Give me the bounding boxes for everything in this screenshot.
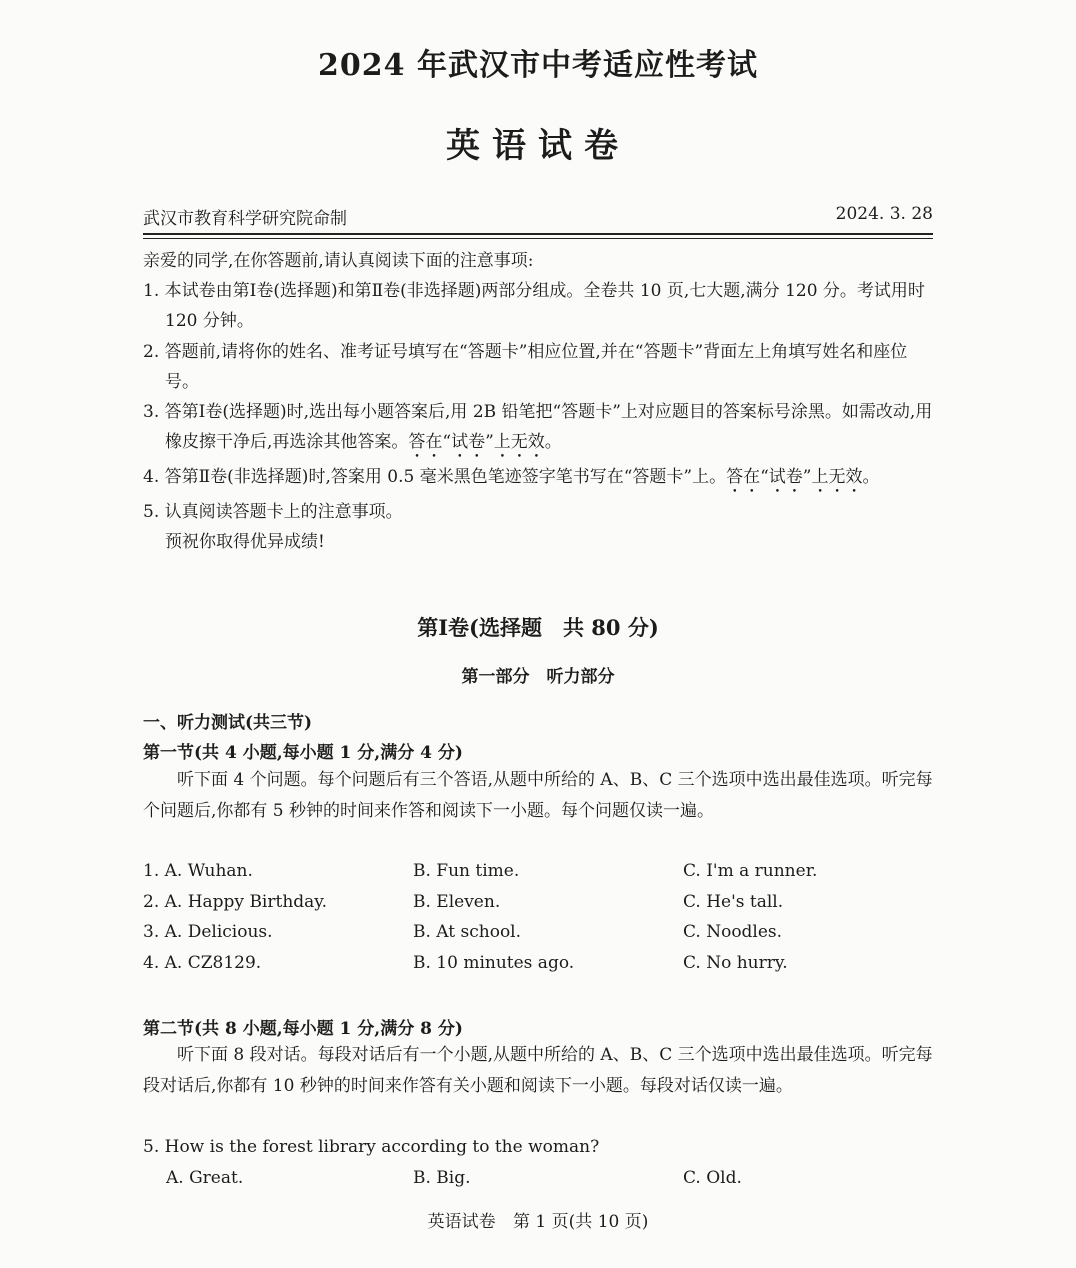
q2-option-a: 2. A. Happy Birthday. [143,892,328,912]
q2-option-c: C. He's tall. [683,892,784,912]
section-title: 第Ⅰ卷(选择题 共 80 分) [417,615,659,640]
notice-item-3-text: 3. 答第Ⅰ卷(选择题)时,选出每小题答案后,用 2B 铅笔把“答题卡”上对应题目的答案标号涂黑。如需改动,用橡皮擦干净后,再选涂其他答案。 [143,402,933,453]
notice-item-4 [143,462,938,497]
q1-option-a: 1. A. Wuhan. [143,861,253,881]
notice-item-4-text: 4. 答第Ⅱ卷(非选择题)时,答案用 0.5 毫米黑色笔迹签字笔书写在“答题卡”上。 [143,467,727,488]
notice-item-5: 5. 认真阅读答题卡上的注意事项。 [143,502,403,523]
page-footer [0,1207,1076,1232]
section-1-instructions: 听下面 4 个问题。每个问题后有三个答语,从题中所给的 A、B、C 三个选项中选出最佳选项。听完每个问题后,你都有 5 秒钟的时间来作答和阅读下一小题。每个问题仅读一遍。 [143,770,933,821]
good-luck-wish: 预祝你取得优异成绩! [165,532,325,553]
q5-option-b: B. Big. [413,1168,471,1188]
q5-option-a: A. Great. [166,1168,244,1188]
header-rule-thin [143,238,933,239]
q4-option-b: B. 10 minutes ago. [413,953,575,973]
notice-intro: 亲爱的同学,在你答题前,请认真阅读下面的注意事项: [143,251,534,271]
q2-option-b: B. Eleven. [413,892,501,912]
q1-option-b: B. Fun time. [413,861,520,881]
q3-option-a: 3. A. Delicious. [143,922,273,942]
notice-item-2: 2. 答题前,请将你的姓名、准考证号填写在“答题卡”相应位置,并在“答题卡”背面左上角填写姓名和座位号。 [143,341,908,392]
notice-block [143,246,938,558]
notice-item-3 [143,397,938,462]
part-title: 第一部分 听力部分 [461,667,615,687]
notice-item-4-end: 。 [862,467,880,488]
paper-title: 英语试卷 [446,126,630,166]
section-2-instructions: 听下面 8 段对话。每段对话后有一个小题,从题中所给的 A、B、C 三个选项中选出最佳选项。听完每段对话后,你都有 10 秒钟的时间来作答有关小题和阅读下一小题。每段对话仅读一遍。 [143,1045,933,1096]
notice-item-4-emphasis: 答在“试卷”上无效 [726,467,863,488]
publisher: 武汉市教育科学研究院命制 [143,209,347,229]
q3-option-c: C. Noodles. [683,922,783,942]
q4-option-a: 4. A. CZ8129. [143,953,262,973]
footer-page-number: 第 1 页(共 10 页) [513,1212,649,1232]
q4-option-c: C. No hurry. [683,953,788,973]
exam-title: 2024 年武汉市中考适应性考试 [318,48,758,83]
header-rule-thick [143,233,933,235]
q3-option-b: B. At school. [413,922,522,942]
q5-option-c: C. Old. [683,1168,742,1188]
q5-text: 5. How is the forest library according to the woman? [143,1137,600,1157]
exam-date: 2024. 3. 28 [835,204,933,224]
q1-option-c: C. I'm a runner. [683,861,818,881]
listening-heading: 一、听力测试(共三节) [143,713,313,733]
notice-item-1: 1. 本试卷由第Ⅰ卷(选择题)和第Ⅱ卷(非选择题)两部分组成。全卷共 10 页,七大题,满分 120 分。考试用时 120 分钟。 [143,281,925,332]
section-1-heading: 第一节(共 4 小题,每小题 1 分,满分 4 分) [143,743,463,763]
notice-item-3-emphasis: 答在“试卷”上无效 [408,432,545,453]
notice-item-3-end: 。 [544,432,562,453]
section-2-heading: 第二节(共 8 小题,每小题 1 分,满分 8 分) [143,1019,463,1039]
footer-paper-name: 英语试卷 [427,1212,496,1232]
